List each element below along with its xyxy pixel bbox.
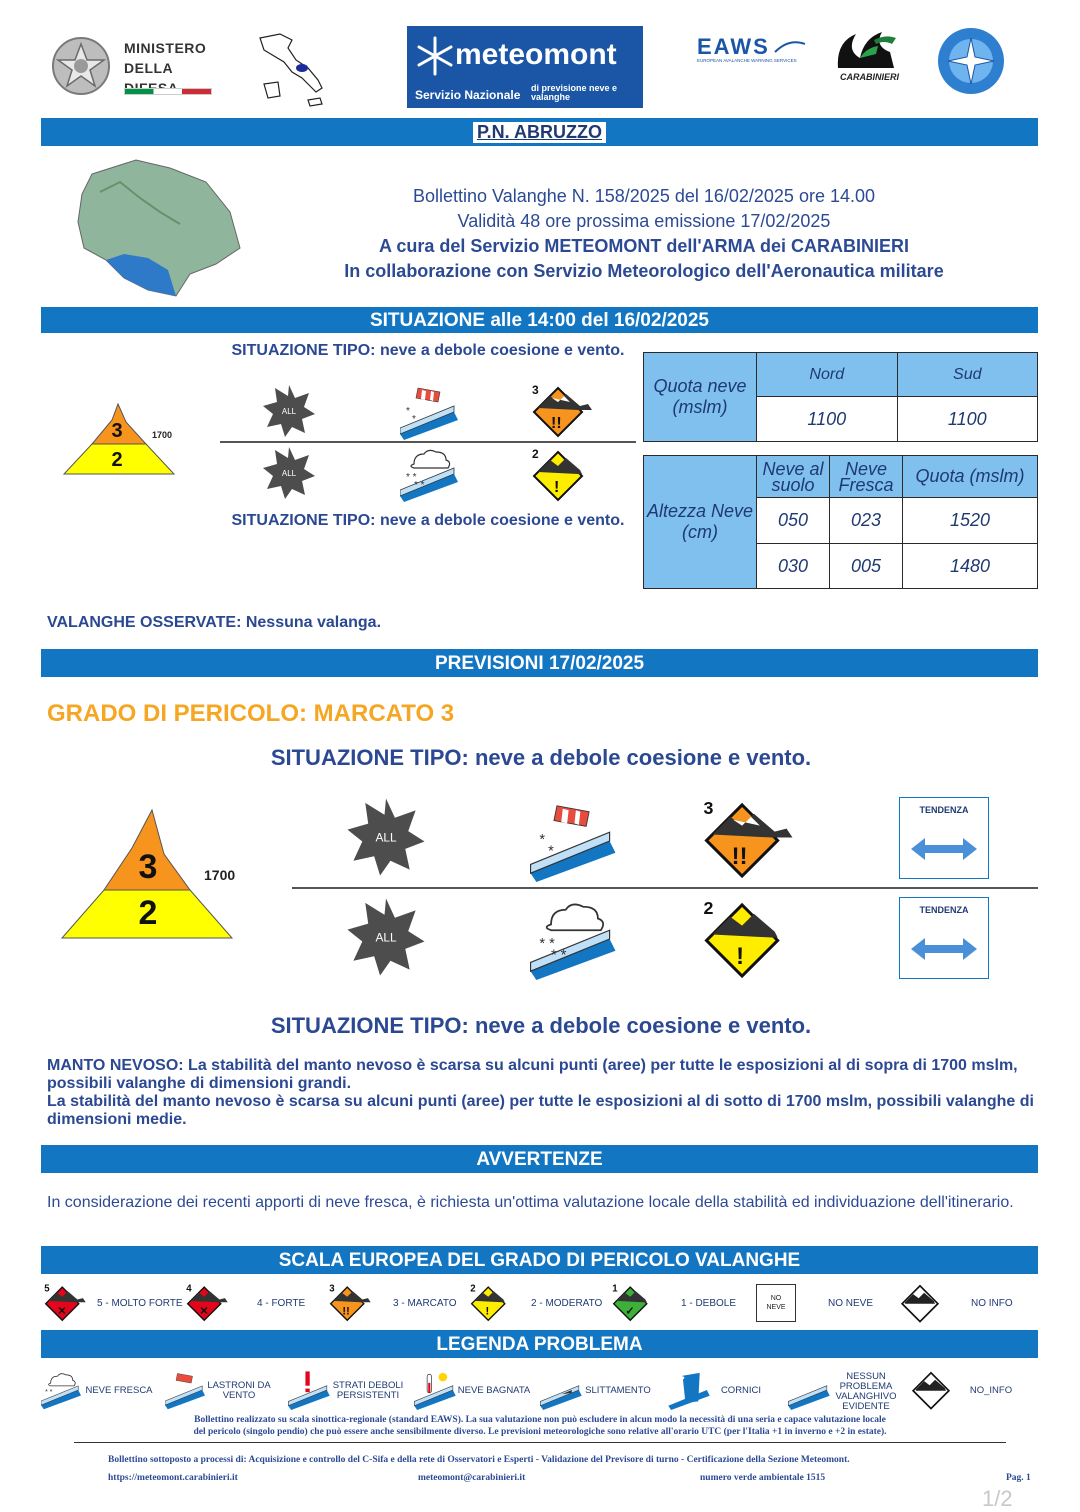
svg-text:* *: * * <box>551 947 567 964</box>
manto-nevoso <box>47 1057 1037 1129</box>
scale-label-3: 3 - MARCATO <box>393 1298 457 1309</box>
previsioni-tipo-bottom: SITUAZIONE TIPO: neve a debole coesione e vento. <box>270 1013 812 1038</box>
scale-label-4: 4 - FORTE <box>257 1298 306 1309</box>
brand-name: meteomont <box>455 38 617 71</box>
meteomont-logo <box>407 26 643 108</box>
svg-text:!!: !! <box>731 844 748 871</box>
legend-lastroni: LASTRONI DA VENTO <box>207 1380 271 1401</box>
footer-page: Pag. 1 <box>1006 1473 1031 1483</box>
scale-label-no-info: NO INFO <box>971 1298 1013 1309</box>
neve-suolo-1: 050 <box>757 498 830 544</box>
situazione-divider <box>220 441 636 443</box>
wind-slab-icon <box>400 384 458 440</box>
valanghe-label: VALANGHE OSSERVATE: <box>47 614 242 631</box>
danger-pyramid-large <box>60 808 250 940</box>
neve-fresca-1: 023 <box>830 498 903 544</box>
gliding-snow-icon <box>539 1370 583 1410</box>
danger-level-3-icon <box>326 1283 374 1323</box>
arrow-left-right-icon <box>909 834 979 864</box>
footer-note <box>100 1414 980 1438</box>
ministero-line2: DELLA <box>124 60 173 76</box>
prev-altitude: 1700 <box>204 867 236 883</box>
scala-bar <box>41 1246 1038 1274</box>
svg-text:ALL: ALL <box>375 830 397 845</box>
svg-text:✕: ✕ <box>199 1305 209 1318</box>
no-info-icon <box>898 1283 942 1323</box>
wet-snow-icon <box>413 1370 457 1410</box>
svg-text:!: ! <box>554 479 560 496</box>
footer-processi: Bollettino sottoposto a processi di: Acquisizione e controllo del C-Sifa e della rete di Osservatori e Esperti - Validazione del Previsore di turno - Certificazione della Sezione Meteomont. <box>108 1455 850 1465</box>
bulletin-line3: A cura del Servizio METEOMONT dell'ARMA dei CARABINIERI <box>378 236 909 256</box>
danger-level-3-icon <box>700 796 796 882</box>
situazione-tipo-top: SITUAZIONE TIPO: neve a debole coesione e vento. <box>231 342 625 359</box>
svg-text:*: * <box>539 831 546 848</box>
situazione-title: SITUAZIONE alle 14:00 del 16/02/2025 <box>369 310 709 331</box>
tendenza-label: TENDENZA <box>919 905 969 915</box>
svg-text:* *: * * <box>539 935 555 952</box>
svg-text:ALL: ALL <box>281 469 297 478</box>
footer-divider <box>74 1442 1006 1443</box>
aeronautica-logo <box>936 26 1006 96</box>
eaws-text: EAWS <box>697 34 770 59</box>
persistent-weak-layers-icon <box>287 1370 331 1410</box>
cornice-icon <box>667 1370 711 1410</box>
legend-neve-bagnata: NEVE BAGNATA <box>457 1385 531 1396</box>
svg-text:* *: * * <box>406 472 417 483</box>
col-nord: Nord <box>757 353 898 397</box>
danger-level-4-icon <box>183 1283 231 1323</box>
new-snow-icon <box>41 1370 81 1410</box>
region-bar <box>41 118 1038 146</box>
emblem-icon <box>46 28 116 104</box>
legend-slittamento: SLITTAMENTO <box>585 1385 651 1396</box>
ministero-logo <box>46 28 216 104</box>
abruzzo-map-icon <box>20 152 282 302</box>
danger-pyramid-small <box>60 400 182 476</box>
wind-slab-icon <box>165 1370 205 1410</box>
svg-text:2: 2 <box>703 897 714 918</box>
quota-sud-value: 1100 <box>897 397 1038 442</box>
previsioni-divider <box>292 887 1038 889</box>
danger-lower-level: 2 <box>111 449 123 471</box>
altezza-neve-table <box>643 455 1038 589</box>
legend-cornici: CORNICI <box>720 1385 762 1396</box>
previsioni-title: PREVISIONI 17/02/2025 <box>434 653 645 674</box>
svg-text:* *: * * <box>414 480 425 491</box>
svg-text:✓: ✓ <box>625 1305 635 1318</box>
situazione-tipo-bottom: SITUAZIONE TIPO: neve a debole coesione e vento. <box>231 512 625 529</box>
prev-danger-lower: 2 <box>138 894 158 932</box>
tendenza-box-top <box>899 797 989 879</box>
footer-numero: numero verde ambientale 1515 <box>700 1473 826 1483</box>
svg-text:* *: * * <box>45 1389 53 1397</box>
avvertenze-title: AVVERTENZE <box>476 1149 603 1170</box>
scala-row <box>41 1281 1038 1325</box>
danger-upper-level: 3 <box>111 420 123 442</box>
arrow-left-right-icon <box>909 934 979 964</box>
footer-email[interactable]: meteomont@carabinieri.it <box>418 1473 526 1483</box>
snowflake-icon <box>413 34 457 78</box>
svg-text:✕: ✕ <box>57 1305 67 1318</box>
carabinieri-flame-icon <box>830 28 902 70</box>
grado-pericolo: GRADO DI PERICOLO: MARCATO 3 <box>47 700 455 727</box>
quota-2: 1480 <box>903 544 1038 589</box>
footer-note-2: del pericolo (singolo pendio) che può essere anche sensibilmente diverso. Le previsioni meteorologiche sono relative all'orario UTC (per l'Italia +1 in inverno e +2 in estate). <box>193 1427 887 1437</box>
tendenza-label: TENDENZA <box>919 805 969 815</box>
danger-level-3-icon <box>530 382 594 440</box>
all-aspects-icon <box>262 446 316 500</box>
legenda-bar <box>41 1330 1038 1358</box>
carabinieri-logo <box>830 28 902 88</box>
manto-text-2: La stabilità del manto nevoso è scarsa su alcuni punti (aree) per tutte le esposizioni al di sotto di 1700 mslm, possibili valanghe di dimensioni medie. <box>47 1093 1034 1128</box>
svg-text:!: ! <box>485 1305 490 1318</box>
no-info-icon <box>909 1368 953 1412</box>
situazione-bar <box>41 307 1038 333</box>
all-aspects-icon <box>262 384 316 438</box>
new-snow-icon <box>400 446 458 502</box>
svg-text:4: 4 <box>186 1283 192 1295</box>
quota-nord-value: 1100 <box>757 397 898 442</box>
scale-label-1: 1 - DEBOLE <box>681 1298 737 1309</box>
svg-text:!: ! <box>736 944 745 971</box>
wind-slab-icon <box>530 800 616 882</box>
neve-suolo-2: 030 <box>757 544 830 589</box>
eaws-swoosh-icon <box>773 36 807 56</box>
italian-flag-stripe <box>124 88 212 95</box>
col-neve-fresca: Neve Fresca <box>830 456 903 498</box>
danger-level-2-icon <box>467 1283 515 1323</box>
svg-text:1: 1 <box>612 1283 618 1295</box>
no-neve-box: NO NEVE <box>756 1284 796 1322</box>
col-sud: Sud <box>897 353 1038 397</box>
quota-row-label: Quota neve (mslm) <box>644 353 757 442</box>
col-neve-suolo: Neve al suolo <box>757 456 830 498</box>
danger-level-2-icon <box>700 896 796 982</box>
legend-nessun-problema: NESSUN PROBLEMA VALANGHIVO EVIDENTE <box>835 1371 897 1412</box>
scale-label-5: 5 - MOLTO FORTE <box>97 1298 183 1309</box>
svg-text:3: 3 <box>703 797 714 818</box>
col-quota: Quota (mslm) <box>903 456 1038 498</box>
bulletin-line2: Validità 48 ore prossima emissione 17/02/2025 <box>457 211 831 231</box>
servizio-label: Servizio Nazionale <box>415 88 521 102</box>
carabinieri-text: CARABINIERI <box>840 72 900 82</box>
no-problem-icon <box>787 1370 831 1410</box>
all-aspects-icon <box>346 897 426 977</box>
footer-note-1: Bollettino realizzato su scala sinottica-regionale (standard EAWS). La sua valutazione non può escludere in alcun modo la necessità di una seria e capace valutazione locale <box>194 1415 886 1425</box>
bulletin-header <box>300 184 988 284</box>
italy-map-icon <box>250 26 340 110</box>
all-aspects-icon <box>346 797 426 877</box>
quota-neve-table <box>643 352 1038 442</box>
valanghe-value: Nessuna valanga. <box>245 614 382 631</box>
danger-level-2-icon <box>530 446 594 504</box>
svg-text:3: 3 <box>532 383 539 397</box>
scale-label-2: 2 - MODERATO <box>531 1298 603 1309</box>
svg-text:ALL: ALL <box>375 930 397 945</box>
aeronautica-compass-icon <box>936 26 1006 96</box>
quota-1: 1520 <box>903 498 1038 544</box>
scale-label-no-neve: NO NEVE <box>828 1298 874 1309</box>
scala-title: SCALA EUROPEA DEL GRADO DI PERICOLO VALANGHE <box>278 1250 801 1271</box>
svg-text:2: 2 <box>532 447 539 461</box>
eaws-logo <box>697 34 809 74</box>
avvertenze-text: In considerazione dei recenti apporti di neve fresca, è richiesta un'ottima valutazione locale della stabilità ed individuazione dell'itinerario. <box>47 1194 1014 1211</box>
legend-strati-deboli: STRATI DEBOLI PERSISTENTI <box>332 1380 404 1401</box>
manto-text-1: MANTO NEVOSO: La stabilità del manto nevoso è scarsa su alcuni punti (aree) per tutte le esposizioni al di sopra di 1700 mslm, possibili valanghe di dimensioni grandi. <box>47 1057 1018 1092</box>
bulletin-line4: In collaborazione con Servizio Meteorologico dell'Aeronautica militare <box>344 261 944 281</box>
svg-text:!!: !! <box>551 415 562 432</box>
svg-text:5: 5 <box>44 1283 50 1295</box>
neve-fresca-2: 005 <box>830 544 903 589</box>
legenda-title: LEGENDA PROBLEMA <box>436 1334 643 1355</box>
tendenza-box-bottom <box>899 897 989 979</box>
valanghe-osservate <box>47 614 381 632</box>
danger-level-1-icon <box>609 1283 657 1323</box>
bulletin-line1: Bollettino Valanghe N. 158/2025 del 16/02/2025 ore 14.00 <box>412 186 876 206</box>
legend-no-info: NO_INFO <box>969 1385 1013 1396</box>
page-counter-overlay: 1/2 <box>982 1486 1013 1511</box>
svg-text:3: 3 <box>329 1283 335 1295</box>
prev-danger-upper: 3 <box>138 848 158 886</box>
avvertenze-bar <box>41 1145 1038 1173</box>
svg-text:!!: !! <box>342 1305 350 1318</box>
legend-neve-fresca: NEVE FRESCA <box>85 1385 153 1396</box>
svg-text:*: * <box>412 414 416 425</box>
svg-text:2: 2 <box>470 1283 476 1295</box>
previsioni-tipo-top: SITUAZIONE TIPO: neve a debole coesione e vento. <box>270 745 812 770</box>
legenda-row <box>41 1368 1038 1414</box>
footer-url[interactable]: https://meteomont.carabinieri.it <box>108 1473 238 1483</box>
eaws-sub-text: EUROPEAN AVALANCHE WARNING SERVICES <box>697 58 797 63</box>
svg-text:ALL: ALL <box>281 407 297 416</box>
altezza-row-label: Altezza Neve (cm) <box>644 456 757 589</box>
danger-altitude: 1700 <box>152 430 173 440</box>
svg-text:*: * <box>406 406 410 417</box>
ministero-line1: MINISTERO <box>124 40 207 56</box>
servizio-sub-label: di previsione neve e valanghe <box>531 83 618 102</box>
svg-text:*: * <box>548 843 554 860</box>
danger-level-5-icon <box>41 1283 89 1323</box>
region-title: P.N. ABRUZZO <box>473 122 606 143</box>
previsioni-bar <box>41 649 1038 677</box>
new-snow-icon <box>530 898 616 980</box>
